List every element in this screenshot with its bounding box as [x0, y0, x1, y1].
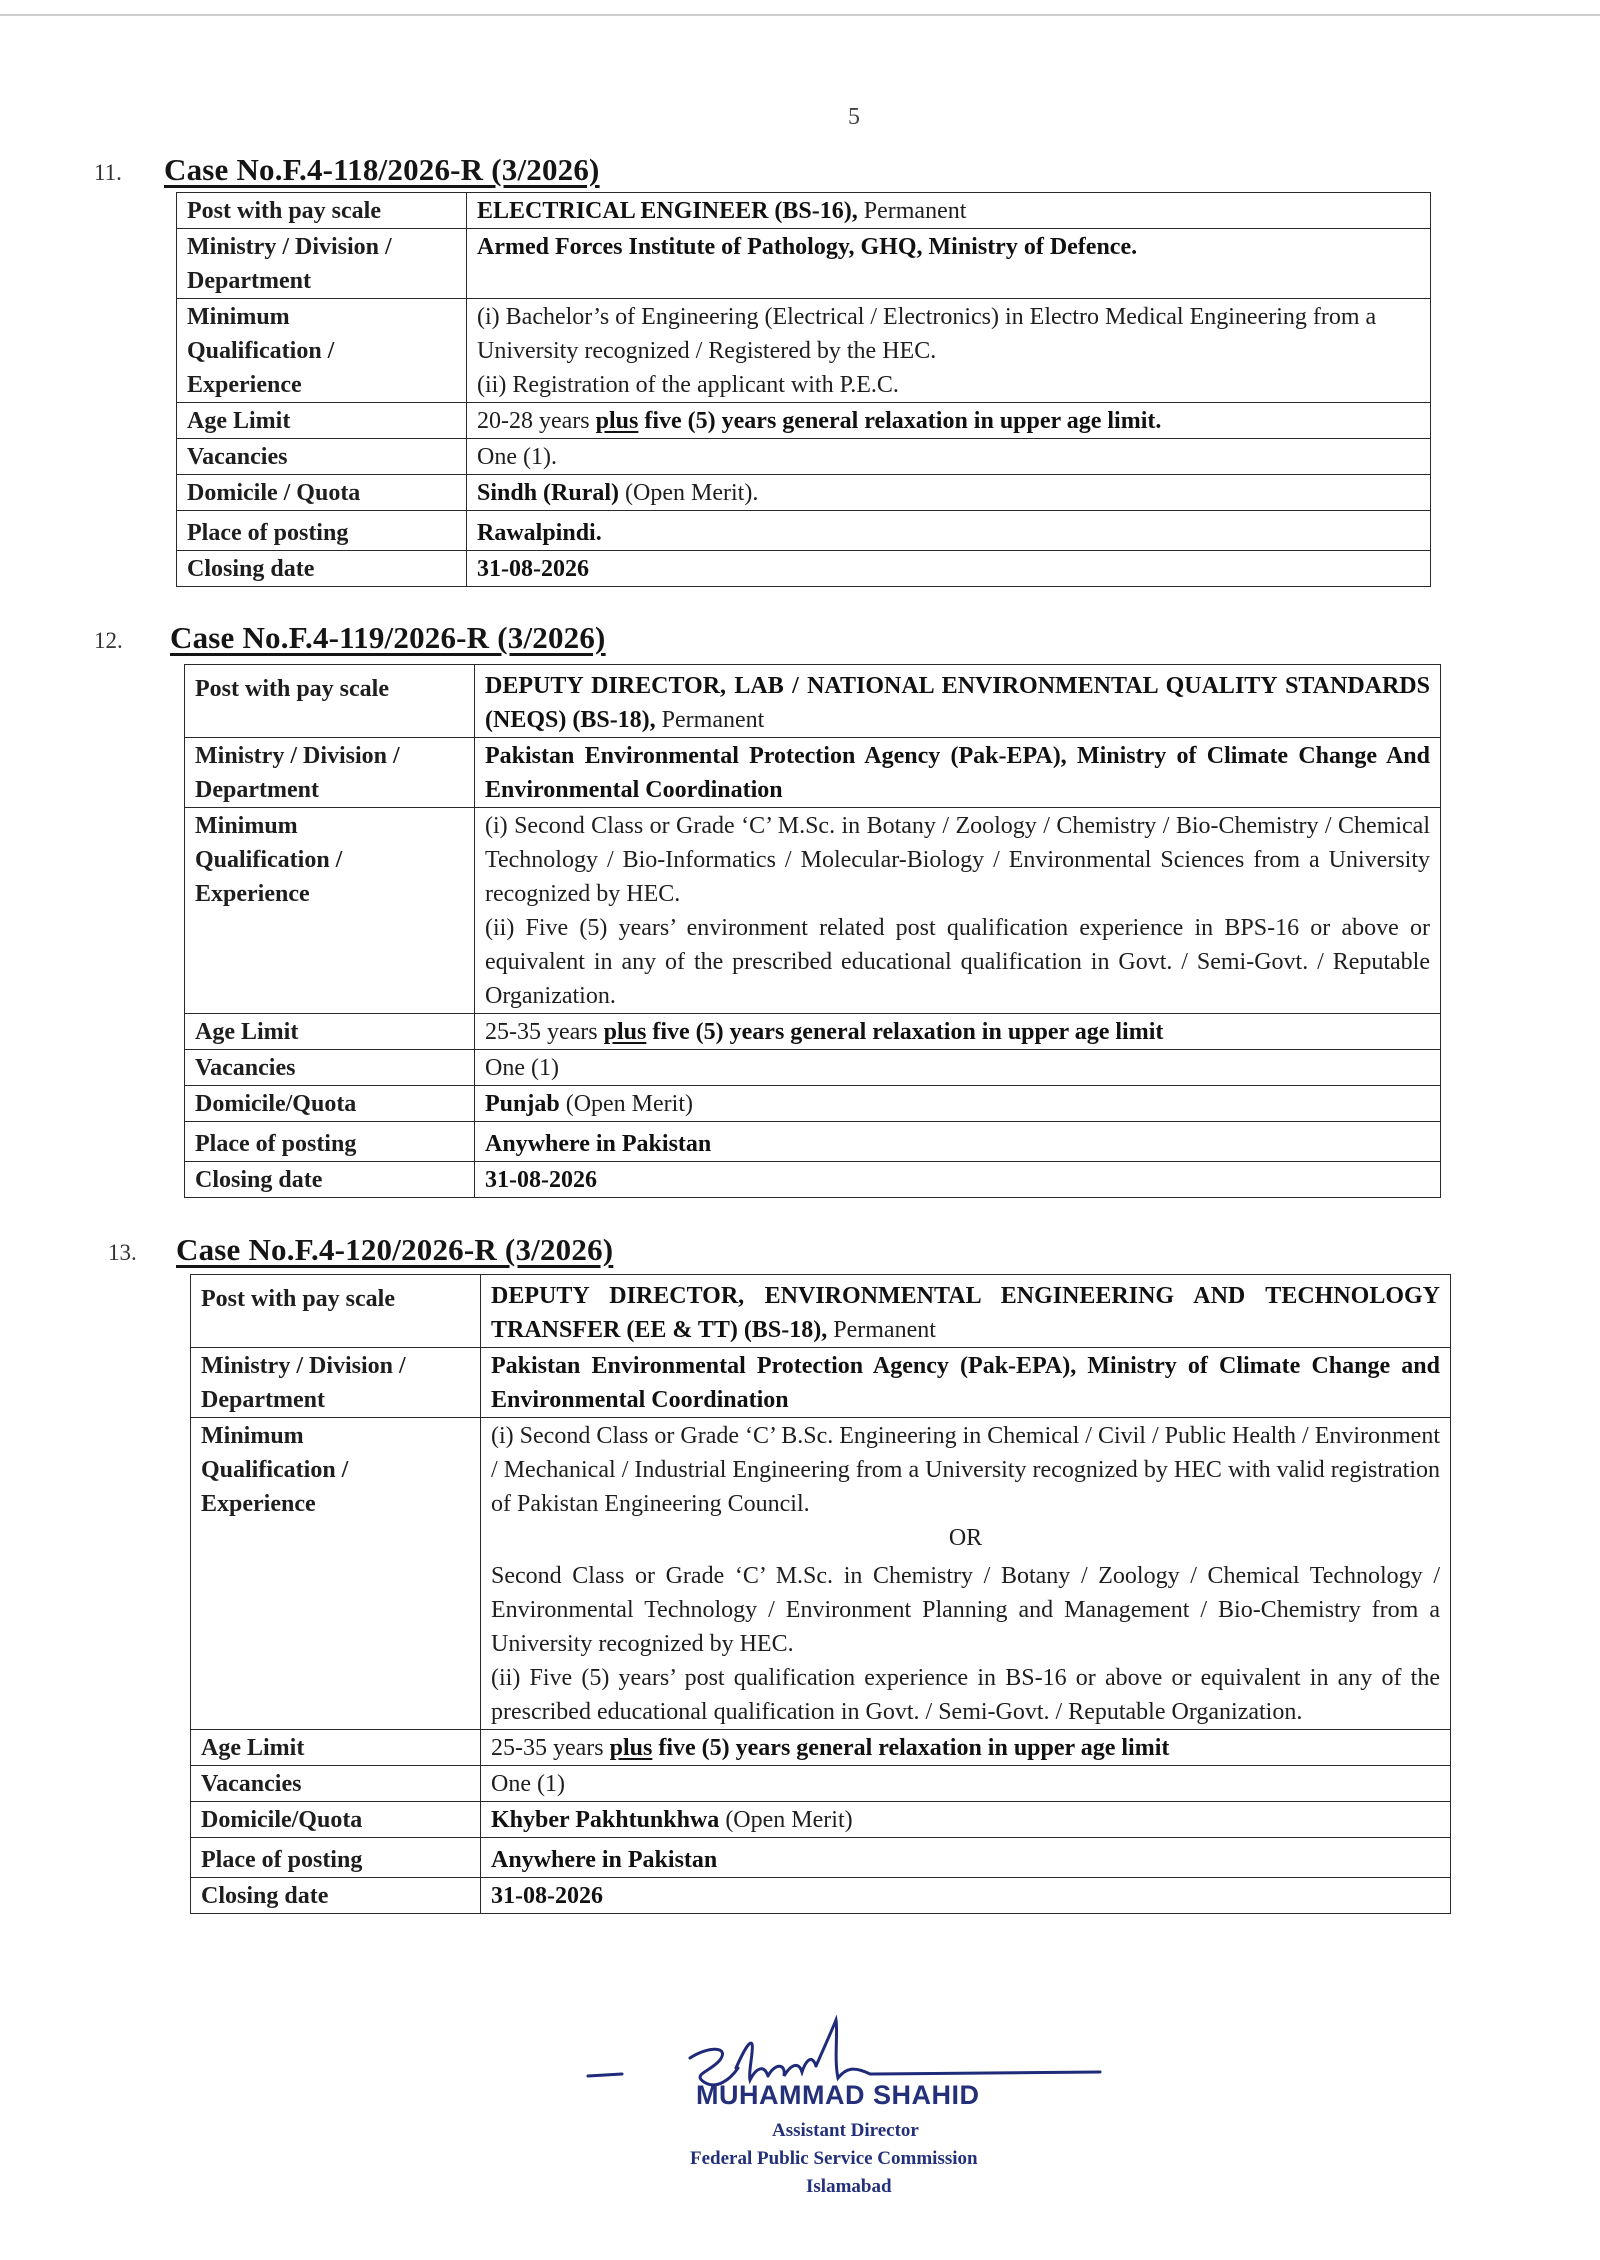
- row-domicile: [191, 1802, 1451, 1838]
- vacancies-value: One (1): [475, 1050, 1441, 1086]
- closing-label: Closing date: [191, 1878, 481, 1914]
- or-separator: OR: [948, 1525, 983, 1551]
- post-label: Post with pay scale: [177, 193, 467, 229]
- ministry-value: Armed Forces Institute of Pathology, GHQ, Ministry of Defence.: [467, 229, 1431, 299]
- vacancies-value: One (1): [481, 1766, 1451, 1802]
- place-label: Place of posting: [177, 511, 467, 551]
- signatory-name: MUHAMMAD SHAHID: [696, 2080, 980, 2110]
- place-value: Anywhere in Pakistan: [481, 1838, 1451, 1878]
- case-heading-11: [94, 152, 600, 188]
- post-value: DEPUTY DIRECTOR, ENVIRONMENTAL ENGINEERING AND TECHNOLOGY TRANSFER (EE & TT) (BS-18), Permanent: [481, 1275, 1451, 1348]
- ministry-label: Ministry / Division / Department: [185, 738, 475, 808]
- row-vacancies: [177, 439, 1431, 475]
- place-value: Rawalpindi.: [467, 511, 1431, 551]
- row-qualification: [191, 1418, 1451, 1730]
- closing-label: Closing date: [185, 1162, 475, 1198]
- post-label: Post with pay scale: [191, 1275, 481, 1348]
- qualification-value: (i) Bachelor’s of Engineering (Electrical / Electronics) in Electro Medical Engineering from a University recognized / Registered by the HEC. (ii) Registration of the applicant with P.E.C.: [467, 299, 1431, 403]
- case-number: 12.: [94, 628, 123, 653]
- signatory-organization: Federal Public Service Commission: [690, 2148, 978, 2169]
- age-limit-value: 25-35 years plus five (5) years general relaxation in upper age limit: [475, 1014, 1441, 1050]
- row-ministry: [185, 738, 1441, 808]
- page-number: 5: [848, 104, 860, 130]
- closing-label: Closing date: [177, 551, 467, 587]
- row-age-limit: [191, 1730, 1451, 1766]
- case-title: Case No.F.4-120/2026-R (3/2026): [176, 1232, 614, 1267]
- signatory-city: Islamabad: [806, 2176, 892, 2197]
- case-title: Case No.F.4-118/2026-R (3/2026): [164, 152, 600, 187]
- top-border-line: [0, 14, 1600, 16]
- place-label: Place of posting: [185, 1122, 475, 1162]
- row-age-limit: [185, 1014, 1441, 1050]
- ministry-value: Pakistan Environmental Protection Agency (Pak-EPA), Ministry of Climate Change and Environmental Coordination: [481, 1348, 1451, 1418]
- row-place-of-posting: [185, 1122, 1441, 1162]
- case-heading-12: [94, 620, 606, 656]
- closing-value: 31-08-2026: [475, 1162, 1441, 1198]
- closing-value: 31-08-2026: [467, 551, 1431, 587]
- case-title: Case No.F.4-119/2026-R (3/2026): [170, 620, 606, 655]
- qualification-value: (i) Second Class or Grade ‘C’ M.Sc. in Botany / Zoology / Chemistry / Bio-Chemistry / Chemical Technology / Bio-Informatics / Molecular-Biology / Environmental Sciences from a University recognized by HEC. (ii) Five (5) years’ environment related post qualification experience in BPS-16 or above or equivalent in any of the prescribed educational qualification in Govt. / Semi-Govt. / Reputable Organization.: [475, 808, 1441, 1014]
- case-number: 13.: [108, 1240, 137, 1265]
- age-limit-label: Age Limit: [191, 1730, 481, 1766]
- case-table-13: [190, 1274, 1451, 1914]
- row-closing-date: [191, 1878, 1451, 1914]
- place-value: Anywhere in Pakistan: [475, 1122, 1441, 1162]
- domicile-value: Punjab (Open Merit): [475, 1086, 1441, 1122]
- row-ministry: [191, 1348, 1451, 1418]
- row-vacancies: [185, 1050, 1441, 1086]
- age-limit-value: 20-28 years plus five (5) years general relaxation in upper age limit.: [467, 403, 1431, 439]
- age-limit-label: Age Limit: [177, 403, 467, 439]
- domicile-value: Khyber Pakhtunkhwa (Open Merit): [481, 1802, 1451, 1838]
- row-place-of-posting: [177, 511, 1431, 551]
- row-qualification: [177, 299, 1431, 403]
- domicile-label: Domicile/Quota: [191, 1802, 481, 1838]
- case-table-11: [176, 192, 1431, 587]
- row-closing-date: [185, 1162, 1441, 1198]
- vacancies-label: Vacancies: [185, 1050, 475, 1086]
- ministry-label: Ministry / Division / Department: [177, 229, 467, 299]
- vacancies-label: Vacancies: [191, 1766, 481, 1802]
- ministry-label: Ministry / Division / Department: [191, 1348, 481, 1418]
- row-post: [177, 193, 1431, 229]
- qualification-label: Minimum Qualification / Experience: [177, 299, 467, 403]
- domicile-label: Domicile/Quota: [185, 1086, 475, 1122]
- row-age-limit: [177, 403, 1431, 439]
- domicile-value: Sindh (Rural) (Open Merit).: [467, 475, 1431, 511]
- age-limit-value: 25-35 years plus five (5) years general relaxation in upper age limit: [481, 1730, 1451, 1766]
- domicile-label: Domicile / Quota: [177, 475, 467, 511]
- row-post: [185, 665, 1441, 738]
- ministry-value: Pakistan Environmental Protection Agency (Pak-EPA), Ministry of Climate Change And Environmental Coordination: [475, 738, 1441, 808]
- row-closing-date: [177, 551, 1431, 587]
- row-ministry: [177, 229, 1431, 299]
- post-label: Post with pay scale: [185, 665, 475, 738]
- signature-block: [580, 2010, 1120, 2230]
- case-number: 11.: [94, 160, 122, 185]
- row-domicile: [177, 475, 1431, 511]
- row-domicile: [185, 1086, 1441, 1122]
- vacancies-value: One (1).: [467, 439, 1431, 475]
- row-post: [191, 1275, 1451, 1348]
- qualification-value: (i) Second Class or Grade ‘C’ B.Sc. Engineering in Chemical / Civil / Public Health / Environment / Mechanical / Industrial Engineering from a University recognized by HEC with valid registration of Pakistan Engineering Council. OR Second Class or Grade ‘C’ M.Sc. in Chemistry / Botany / Zoology / Chemical Technology / Environmental Technology / Environment Planning and Management / Bio-Chemistry from a University recognized by HEC. (ii) Five (5) years’ post qualification experience in BS-16 or above or equivalent in any of the prescribed educational qualification in Govt. / Semi-Govt. / Reputable Organization.: [481, 1418, 1451, 1730]
- post-value: ELECTRICAL ENGINEER (BS-16), Permanent: [467, 193, 1431, 229]
- qualification-label: Minimum Qualification / Experience: [191, 1418, 481, 1730]
- row-qualification: [185, 808, 1441, 1014]
- qualification-label: Minimum Qualification / Experience: [185, 808, 475, 1014]
- closing-value: 31-08-2026: [481, 1878, 1451, 1914]
- row-place-of-posting: [191, 1838, 1451, 1878]
- place-label: Place of posting: [191, 1838, 481, 1878]
- vacancies-label: Vacancies: [177, 439, 467, 475]
- case-heading-13: [108, 1232, 613, 1268]
- age-limit-label: Age Limit: [185, 1014, 475, 1050]
- signatory-designation: Assistant Director: [772, 2120, 919, 2141]
- row-vacancies: [191, 1766, 1451, 1802]
- case-table-12: [184, 664, 1441, 1198]
- post-value: DEPUTY DIRECTOR, LAB / NATIONAL ENVIRONMENTAL QUALITY STANDARDS (NEQS) (BS-18), Permanent: [475, 665, 1441, 738]
